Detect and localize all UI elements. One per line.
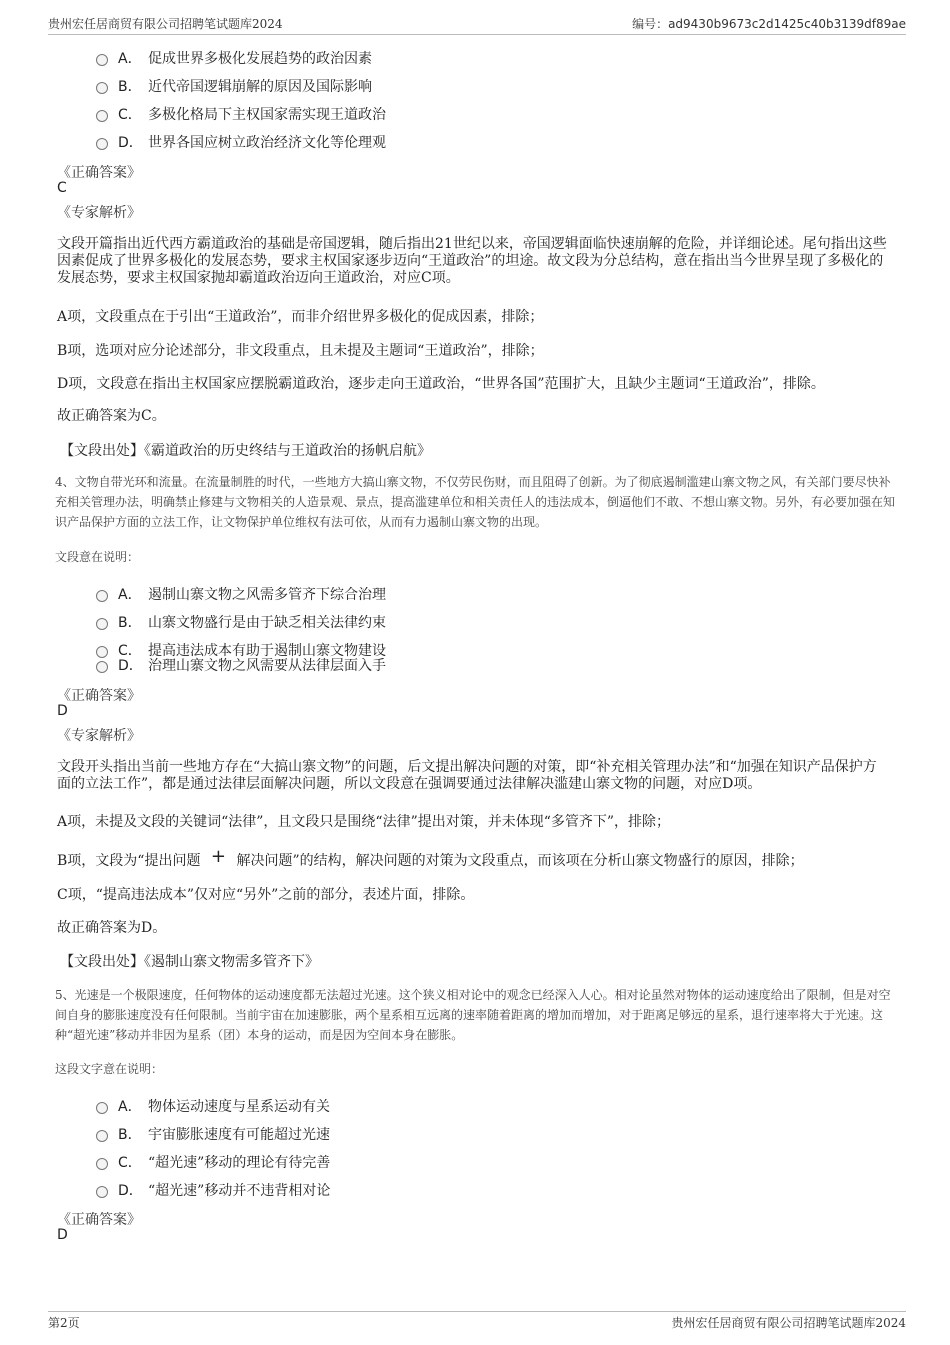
footer-title: 贵州宏任居商贸有限公司招聘笔试题库2024 bbox=[671, 1316, 906, 1330]
radio-icon[interactable] bbox=[96, 82, 108, 94]
header-title: 贵州宏任居商贸有限公司招聘笔试题库2024 bbox=[48, 17, 283, 31]
radio-icon[interactable] bbox=[96, 138, 108, 150]
q3-answer-label: 《正确答案》 bbox=[57, 165, 141, 181]
q4-source: 【文段出处】《遏制山寨文物需多管齐下》 bbox=[60, 954, 319, 970]
q5-stem: 5、光速是一个极限速度，任何物体的运动速度都无法超过光速。这个狭义相对论中的观念已经深入人心。相对论虽然对物体的运动速度给出了限制，但是对空间自身的膨胀速度没有任何限制。当前宇宙在加速膨胀，两个星系相互远离的速率随着距离的增加而增加，对于距离足够远的星系，退行速率将大于光速。这种“超光速”移动并非因为星系（团）本身的运动，而是因为空间本身在膨胀。 bbox=[55, 988, 891, 1042]
q5-prompt: 这段文字意在说明： bbox=[55, 1062, 164, 1076]
q4-stem: 4、文物自带光环和流量。在流量制胜的时代，一些地方大搞山寨文物，不仅劳民伤财，而且阻碍了创新。为了彻底遏制滥建山寨文物之风，有关部门要尽快补充相关管理办法，明确禁止修建与文物相关的人造景观、景点，提高滥建单位和相关责任人的违法成本，倒逼他们不敢、不想山寨文物。另外，有必要加强在知识产品保护方面的立法工作，让文物保护单位维权有法可依，从而有力遏制山寨文物的出现。 bbox=[55, 475, 896, 529]
q3-answer: C bbox=[57, 180, 67, 196]
q4-answer: D bbox=[57, 703, 68, 719]
q3-analysis-paragraph: 文段开篇指出近代西方霸道政治的基础是帝国逻辑，随后指出21世纪以来，帝国逻辑面临快速崩解的危险，并详细论述。尾句指出这些因素促成了世界多极化的发展态势，要求主权国家逐步迈向“王道政治”的坦途。故文段为分总结构，意在指出当今世界呈现了多极化的发展态势，要求主权国家抛却霸道政治迈向王道政治，对应C项。 bbox=[57, 236, 887, 286]
q5-answer: D bbox=[57, 1227, 68, 1243]
page-number: 第2页 bbox=[48, 1316, 80, 1330]
radio-icon[interactable] bbox=[96, 590, 108, 602]
q3-analysis-label: 《专家解析》 bbox=[57, 205, 141, 221]
header-id: 编号：ad9430b9673c2d1425c40b3139df89ae bbox=[632, 17, 906, 31]
radio-icon[interactable] bbox=[96, 1102, 108, 1114]
radio-icon[interactable] bbox=[96, 661, 108, 673]
radio-icon[interactable] bbox=[96, 54, 108, 66]
q5-answer-label: 《正确答案》 bbox=[57, 1212, 141, 1228]
q3-source: 【文段出处】《霸道政治的历史终结与王道政治的扬帆启航》 bbox=[60, 443, 431, 459]
q4-answer-label: 《正确答案》 bbox=[57, 688, 141, 704]
q4-analysis-paragraph: 文段开头指出当前一些地方存在“大搞山寨文物”的问题，后文提出解决问题的对策，即“补充相关管理办法”和“加强在知识产品保护方面的立法工作”，都是通过法律层面解决问题，所以文段意在强调要通过法律解决滥建山寨文物的问题，对应D项。 bbox=[57, 759, 877, 792]
q4-analysis-label: 《专家解析》 bbox=[57, 728, 141, 744]
radio-icon[interactable] bbox=[96, 646, 108, 658]
header-divider bbox=[48, 34, 906, 35]
radio-icon[interactable] bbox=[96, 1186, 108, 1198]
q3-conclusion: 故正确答案为C。 bbox=[57, 408, 166, 424]
q3-analysis-a: A项，文段重点在于引出“王道政治”，而非介绍世界多极化的促成因素，排除； bbox=[57, 309, 544, 325]
q4-prompt: 文段意在说明： bbox=[55, 550, 140, 564]
radio-icon[interactable] bbox=[96, 110, 108, 122]
q3-analysis-b: B项，选项对应分论述部分，非文段重点，且未提及主题词“王道政治”，排除； bbox=[57, 343, 544, 359]
q4-analysis-b: B项，文段为“提出问题 + 解决问题”的结构，解决问题的对策为文段重点，而该项在分析山寨文物盛行的原因，排除； bbox=[57, 846, 804, 869]
q4-conclusion: 故正确答案为D。 bbox=[57, 920, 167, 936]
footer-divider bbox=[48, 1311, 906, 1312]
plus-symbol: + bbox=[210, 846, 226, 867]
radio-icon[interactable] bbox=[96, 1130, 108, 1142]
radio-icon[interactable] bbox=[96, 1158, 108, 1170]
q4-analysis-a: A项，未提及文段的关键词“法律”，且文段只是围绕“法律”提出对策，并未体现“多管齐下”，排除； bbox=[57, 814, 671, 830]
q3-analysis-d: D项，文段意在指出主权国家应摆脱霸道政治，逐步走向王道政治，“世界各国”范围扩大，且缺少主题词“王道政治”，排除。 bbox=[57, 376, 825, 392]
radio-icon[interactable] bbox=[96, 618, 108, 630]
q4-analysis-c: C项，“提高违法成本”仅对应“另外”之前的部分，表述片面，排除。 bbox=[57, 887, 475, 903]
